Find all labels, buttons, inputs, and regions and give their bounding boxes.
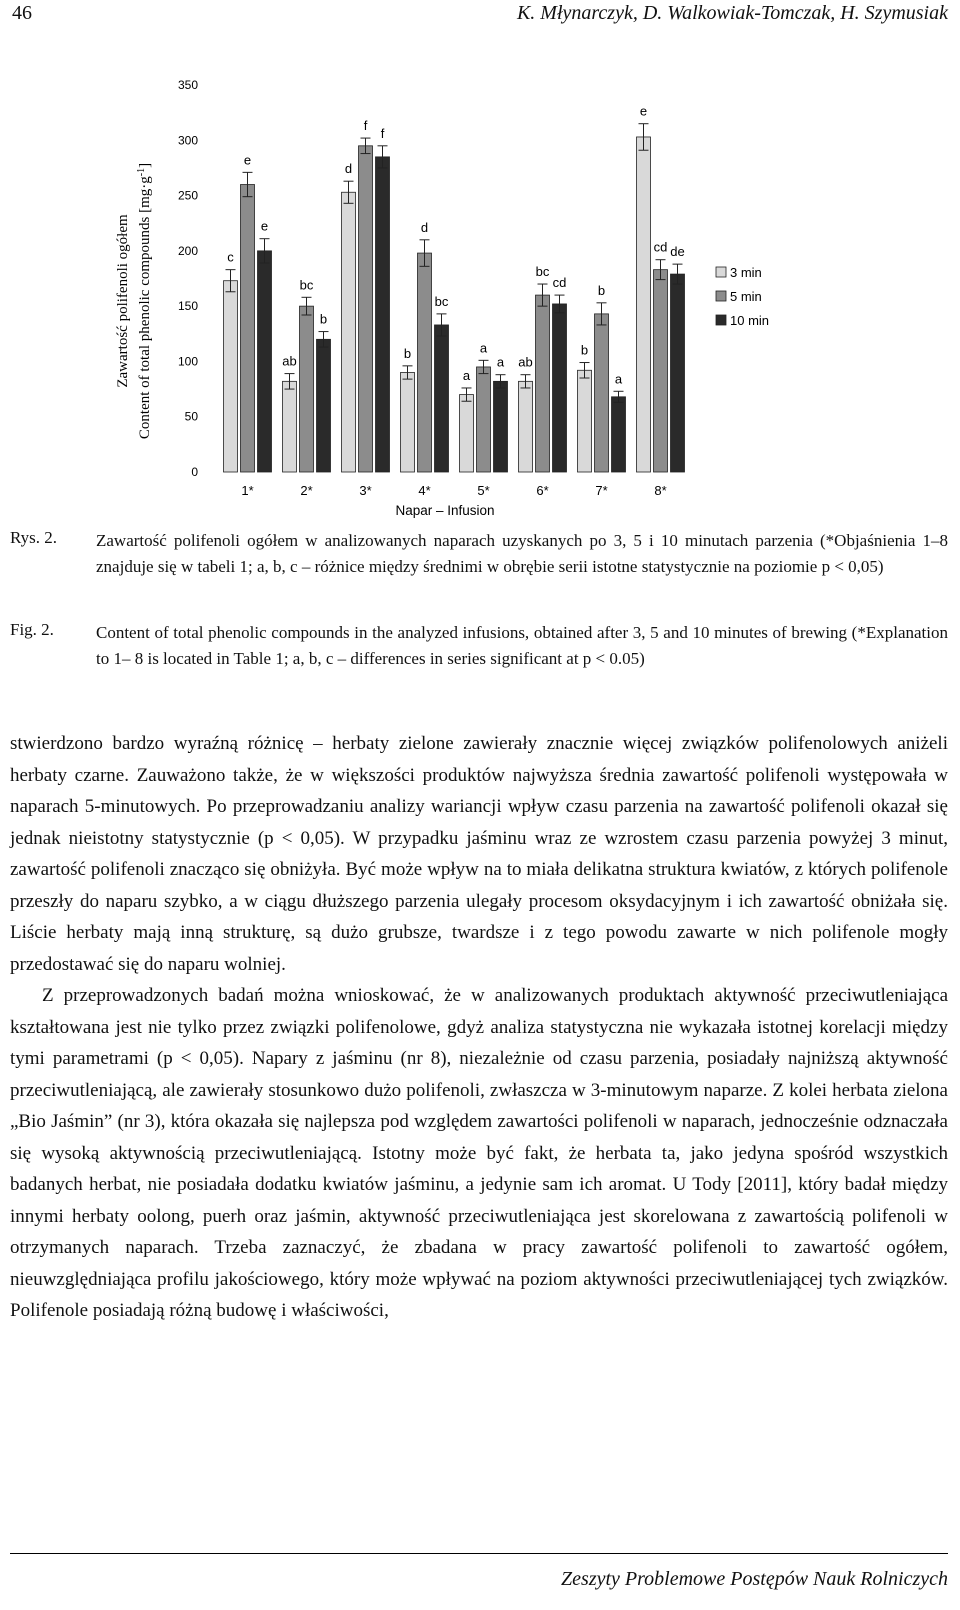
- significance-letter: b: [403, 345, 412, 361]
- significance-letter: f: [363, 118, 368, 134]
- bar: [418, 253, 432, 472]
- y-axis-title-unit-exponent: -1: [136, 167, 147, 177]
- bar: [671, 274, 685, 472]
- y-tick-label: 100: [177, 354, 198, 369]
- x-tick-label: 2*: [300, 483, 313, 498]
- x-tick-label: 4*: [418, 483, 431, 498]
- significance-letter: cd: [552, 275, 567, 291]
- x-axis-title: Napar – Infusion: [395, 503, 495, 518]
- y-axis-title-en: [136, 163, 153, 439]
- bar: [477, 367, 491, 472]
- significance-letter: e: [260, 218, 269, 234]
- significance-letter: bc: [299, 277, 314, 293]
- bar: [435, 325, 449, 472]
- x-tick-label: 1*: [241, 483, 254, 498]
- bar: [359, 146, 373, 472]
- significance-letter: a: [462, 367, 471, 383]
- y-axis-title: [115, 163, 153, 439]
- x-axis-ticks: [241, 483, 666, 498]
- bar: [342, 192, 356, 472]
- bar: [258, 251, 272, 472]
- body-text: [10, 728, 948, 1327]
- page-authors: K. Młynarczyk, D. Walkowiak-Tomczak, H. Szymusiak: [516, 2, 948, 24]
- bar: [536, 295, 550, 472]
- significance-letter: d: [420, 219, 429, 235]
- y-tick-label: 350: [177, 78, 198, 92]
- significance-letter: d: [344, 161, 353, 177]
- bar: [612, 397, 626, 472]
- x-tick-label: 7*: [595, 483, 608, 498]
- legend-label: 10 min: [730, 313, 770, 328]
- significance-letter: cd: [653, 239, 668, 255]
- significance-letter: bc: [535, 264, 550, 280]
- body-paragraph-2: Z przeprowadzonych badań można wnioskować, że w analizowanych produktach aktywność przeciwutleniająca kształtowana jest nie tylko przez związki polifenolowe, gdyż analiza statystyczna nie wykazała istotnej korelacji między tymi parametrami (p < 0,05). Napary z jaśminu (nr 8), niezależnie od czasu parzenia, posiadały najniższą aktywność przeciwutleniającą, ale zawierały stosunkowo dużo polifenoli, zwłaszcza w 3-minutowym naparze. Z kolei herbata zielona „Bio Jaśmin” (nr 3), która okazała się najlepsza pod względem zawartości polifenoli w naparach, jednocześnie odznaczała się wysoką aktywnością przeciwutleniającą. Istotny może być fakt, że herbata ta, jako jedyna spośród wszystkich badanych herbat, nie posiadała dodatku kwiatów jaśminu, a jedynie sam ich aromat. U Tody [2011], który badał między innymi herbaty oolong, puerh oraz jaśmin, aktywność przeciwutleniająca jest skorelowana z zawartością polifenoli w otrzymanych naparach. Trzeba zaznaczyć, że zbadana w pracy zawartość polifenoli to zawartość ogółem, nieuwzględniająca profilu jakościowego, który może wpływać na poziom aktywności przeciwutleniającej tych związków. Polifenole posiadają różną budowę i właściwości,: [10, 985, 948, 1321]
- legend-label: 5 min: [730, 289, 762, 304]
- significance-letter: f: [380, 125, 385, 141]
- bar-series: [224, 104, 685, 472]
- y-tick-label: 200: [177, 243, 198, 258]
- significance-letter: bc: [434, 293, 449, 309]
- caption-label-en: Fig. 2.: [10, 620, 54, 639]
- caption-label-pl: Rys. 2.: [10, 528, 58, 547]
- y-tick-label: 150: [177, 299, 198, 314]
- caption-text-en: Content of total phenolic compounds in the analyzed infusions, obtained after 3, 5 and 10 minutes of brewing (*Explanation to 1– 8 is located in Table 1; a, b, c – differences in series significant at p < 0.05): [96, 623, 948, 668]
- caption-text-pl: Zawartość polifenoli ogółem w analizowanych naparach uzyskanych po 3, 5 i 10 minutach parzenia (*Objaśnienia 1–8 znajduje się w tabeli 1; a, b, c – różnice między średnimi w obrębie serii istotne statystycznie na poziomie p < 0,05): [96, 531, 948, 576]
- figure-bar-chart: [0, 0, 960, 530]
- chart-legend: [716, 265, 769, 328]
- significance-letter: a: [479, 340, 488, 356]
- bar: [595, 314, 609, 472]
- significance-letter: ab: [518, 354, 533, 370]
- bar: [300, 306, 314, 472]
- bar: [376, 157, 390, 472]
- y-tick-label: 250: [177, 188, 198, 203]
- bar: [460, 395, 474, 472]
- journal-name: Zeszyty Problemowe Postępów Nauk Rolniczych: [561, 1568, 948, 1590]
- y-axis-title-pl: Zawartość polifenoli ogółem: [115, 214, 131, 388]
- significance-letter: de: [670, 244, 685, 260]
- significance-letter: e: [243, 152, 252, 168]
- significance-letter: b: [597, 282, 606, 298]
- significance-letter: b: [580, 342, 589, 358]
- bar: [637, 137, 651, 472]
- x-tick-label: 6*: [536, 483, 549, 498]
- legend-label: 3 min: [730, 265, 762, 280]
- bar-chart: [0, 0, 960, 530]
- footer-divider: [10, 1553, 948, 1554]
- page-number: 46: [12, 2, 32, 24]
- legend-swatch: [716, 267, 726, 277]
- y-tick-label: 300: [177, 133, 198, 148]
- y-axis-ticks: [178, 78, 198, 479]
- bar: [578, 370, 592, 472]
- bar: [654, 270, 668, 472]
- x-tick-label: 5*: [477, 483, 490, 498]
- significance-letter: e: [639, 103, 648, 119]
- bar: [494, 381, 508, 472]
- bar: [317, 339, 331, 472]
- bar: [553, 304, 567, 472]
- significance-letter: ab: [282, 353, 297, 369]
- bar: [519, 381, 533, 472]
- y-tick-label: 0: [191, 465, 198, 479]
- x-tick-label: 3*: [359, 483, 372, 498]
- y-axis-title-en-text: Content of total phenolic compounds [mg·g: [137, 176, 153, 440]
- legend-swatch: [716, 315, 726, 325]
- significance-letter: c: [227, 249, 234, 265]
- bar: [224, 281, 238, 472]
- bar: [401, 372, 415, 472]
- bar: [283, 381, 297, 472]
- body-paragraph-1: stwierdzono bardzo wyraźną różnicę – herbaty zielone zawierały znacznie więcej związków polifenolowych aniżeli herbaty czarne. Zauważono także, że w większości produktów najwyższa średnia zawartość polifenoli występowała w naparach 5-minutowych. Po przeprowadzaniu analizy wariancji wpływ czasu parzenia na zawartość polifenoli okazał się jednak nieistotny statystycznie (p < 0,05). W przypadku jaśminu wraz ze wzrostem czasu parzenia powyżej 3 minut, zawartość polifenoli znacząco się obniżyła. Być może wpływ na to miała delikatna struktura kwiatów, z których polifenole przeszły do naparu szybko, a w ciągu dłuższego parzenia ulegały procesom oksydacyjnym i ich zawartość obniżała się. Liście herbaty mają inną strukturę, są dużo grubsze, twardsze i z tego powodu zawarte w nich polifenole mogły przedostawać się do naparu wolniej.: [10, 733, 948, 975]
- y-tick-label: 50: [184, 409, 198, 424]
- significance-letter: a: [496, 354, 505, 370]
- x-tick-label: 8*: [654, 483, 667, 498]
- y-axis-title-en-close: ]: [137, 162, 153, 168]
- significance-letter: a: [614, 371, 623, 387]
- significance-letter: b: [319, 311, 328, 327]
- bar: [241, 185, 255, 472]
- legend-swatch: [716, 291, 726, 301]
